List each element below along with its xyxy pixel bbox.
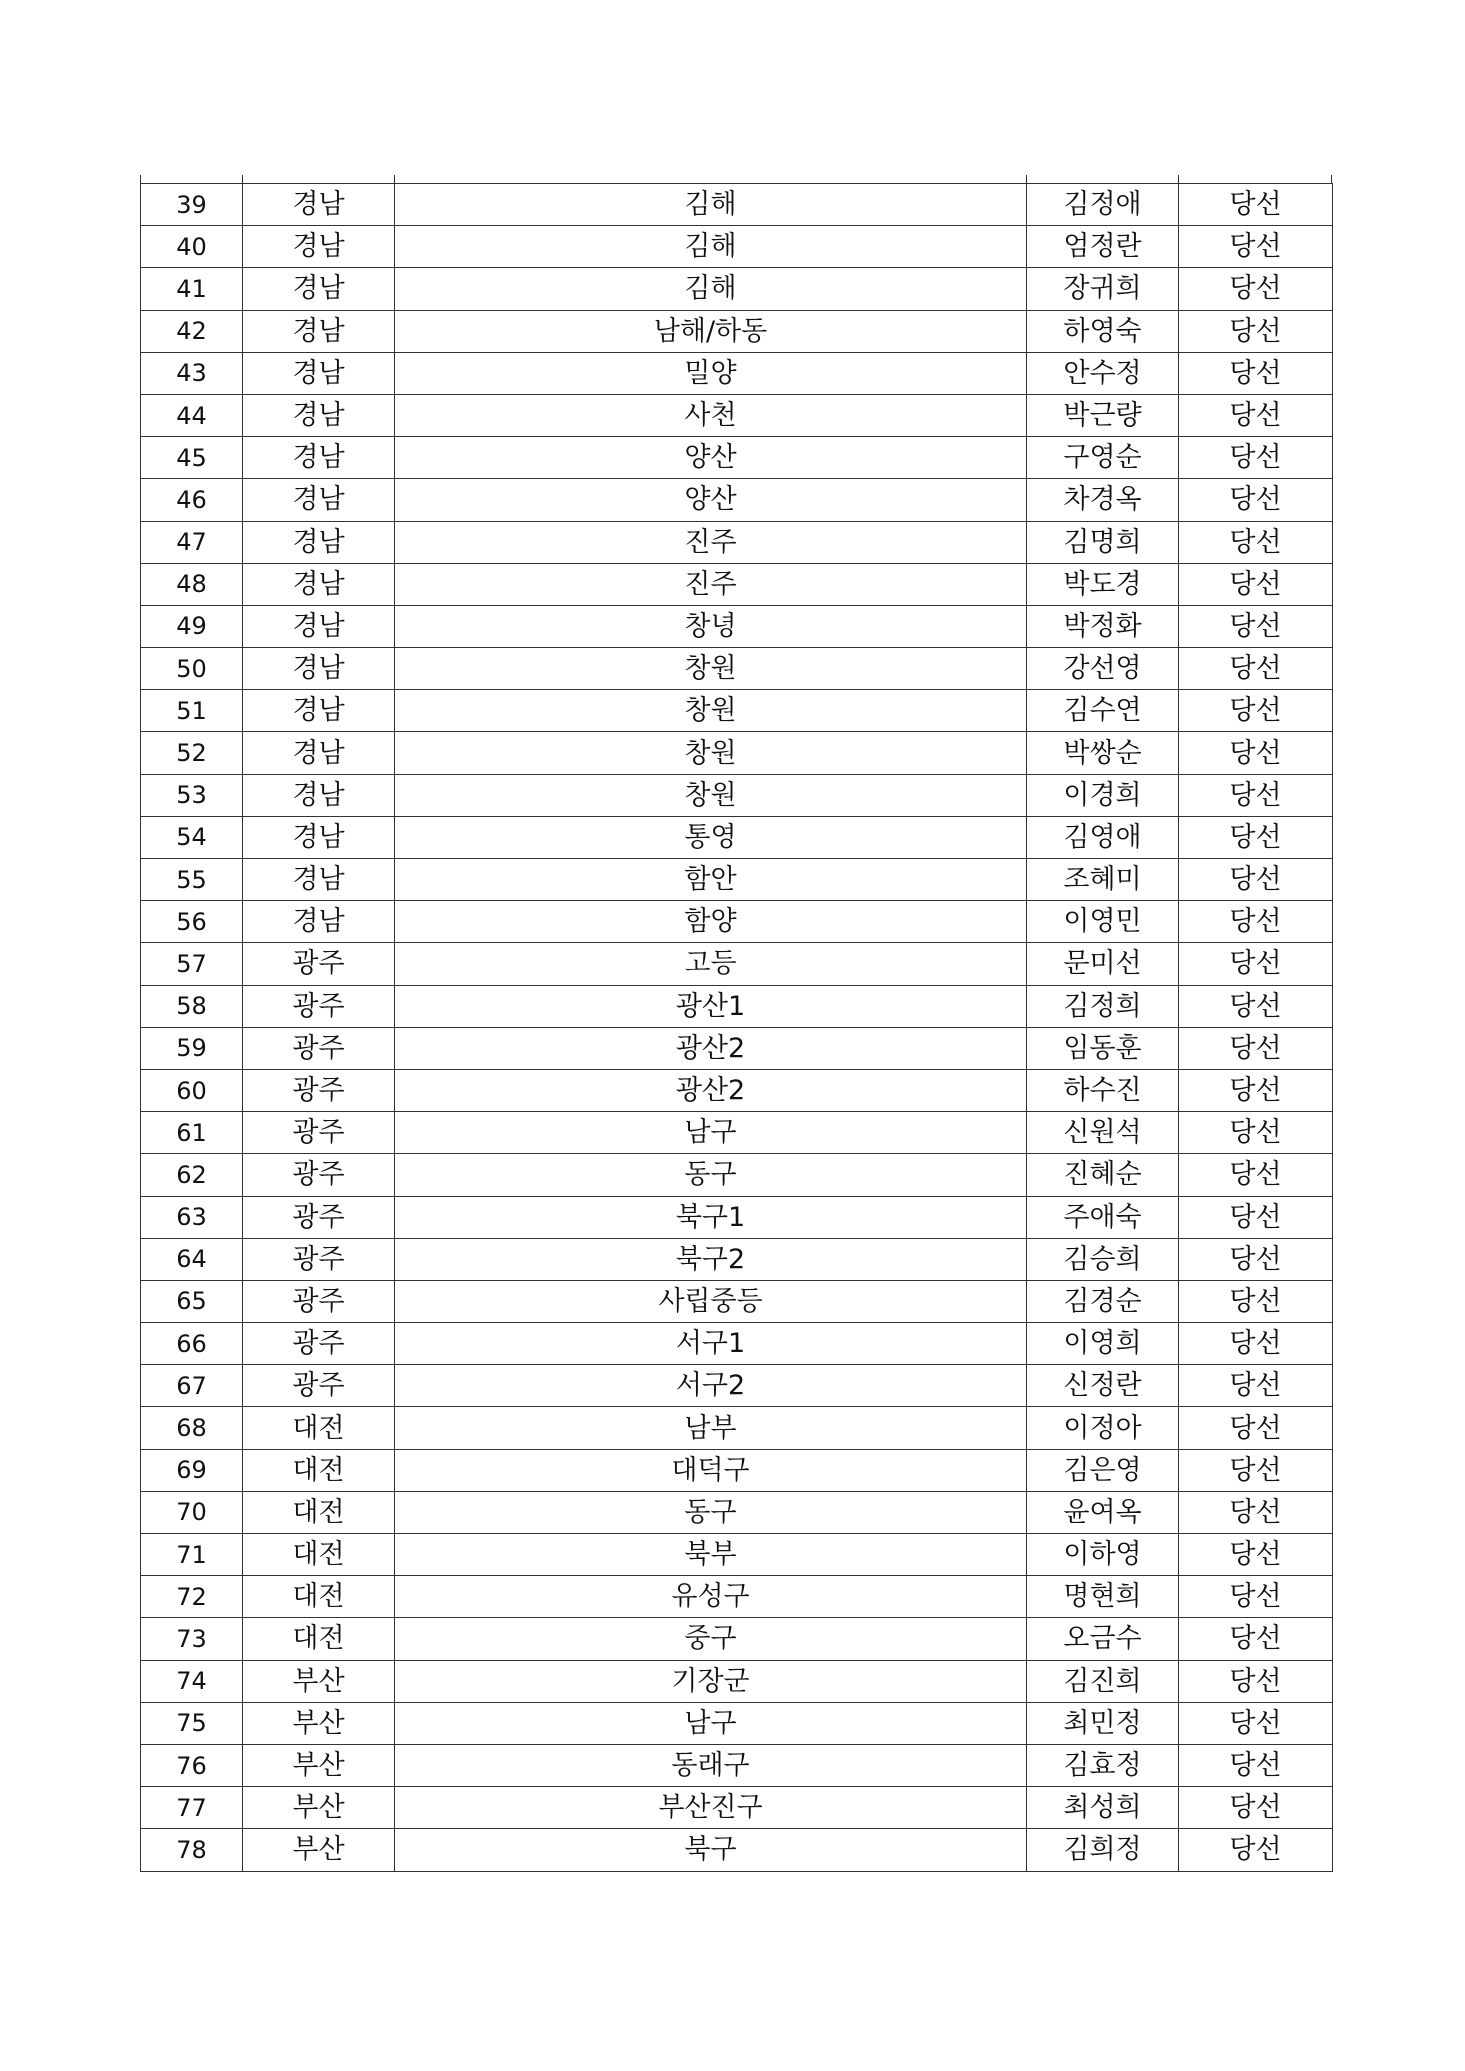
row-number-cell: 60 (141, 1069, 243, 1111)
table-row (141, 1449, 1333, 1491)
result-cell: 당선 (1179, 1238, 1333, 1280)
row-number-cell: 51 (141, 690, 243, 732)
table-row (141, 1660, 1333, 1702)
district-cell: 남해/하동 (395, 310, 1027, 352)
table-row (141, 1280, 1333, 1322)
result-cell: 당선 (1179, 352, 1333, 394)
region-cell: 광주 (243, 1154, 395, 1196)
region-cell: 경남 (243, 648, 395, 690)
district-cell: 양산 (395, 479, 1027, 521)
district-cell: 남부 (395, 1407, 1027, 1449)
result-cell: 당선 (1179, 901, 1333, 943)
district-cell: 북구1 (395, 1196, 1027, 1238)
region-cell: 경남 (243, 310, 395, 352)
table-row (141, 1534, 1333, 1576)
district-cell: 대덕구 (395, 1449, 1027, 1491)
region-cell: 경남 (243, 816, 395, 858)
candidate-name-cell: 김영애 (1027, 816, 1179, 858)
result-cell: 당선 (1179, 1112, 1333, 1154)
results-table-body (141, 184, 1333, 1872)
candidate-name-cell: 강선영 (1027, 648, 1179, 690)
district-cell: 북부 (395, 1534, 1027, 1576)
result-cell: 당선 (1179, 1744, 1333, 1786)
result-cell: 당선 (1179, 1449, 1333, 1491)
region-cell: 대전 (243, 1449, 395, 1491)
region-cell: 광주 (243, 1027, 395, 1069)
candidate-name-cell: 김효정 (1027, 1744, 1179, 1786)
candidate-name-cell: 신정란 (1027, 1365, 1179, 1407)
region-cell: 경남 (243, 563, 395, 605)
table-row (141, 605, 1333, 647)
candidate-name-cell: 박도경 (1027, 563, 1179, 605)
candidate-name-cell: 김진희 (1027, 1660, 1179, 1702)
table-row (141, 1323, 1333, 1365)
district-cell: 부산진구 (395, 1787, 1027, 1829)
table-row (141, 774, 1333, 816)
table-row (141, 1744, 1333, 1786)
region-cell: 경남 (243, 394, 395, 436)
region-cell: 경남 (243, 605, 395, 647)
row-number-cell: 49 (141, 605, 243, 647)
result-cell: 당선 (1179, 479, 1333, 521)
row-number-cell: 71 (141, 1534, 243, 1576)
candidate-name-cell: 엄정란 (1027, 226, 1179, 268)
district-cell: 창원 (395, 648, 1027, 690)
candidate-name-cell: 윤여옥 (1027, 1491, 1179, 1533)
table-row (141, 268, 1333, 310)
candidate-name-cell: 이경희 (1027, 774, 1179, 816)
row-number-cell: 44 (141, 394, 243, 436)
region-cell: 대전 (243, 1618, 395, 1660)
district-cell: 창원 (395, 774, 1027, 816)
row-number-cell: 61 (141, 1112, 243, 1154)
candidate-name-cell: 박쌍순 (1027, 732, 1179, 774)
result-cell: 당선 (1179, 1196, 1333, 1238)
candidate-name-cell: 김명희 (1027, 521, 1179, 563)
row-number-cell: 53 (141, 774, 243, 816)
table-row (141, 1702, 1333, 1744)
candidate-name-cell: 이하영 (1027, 1534, 1179, 1576)
region-cell: 경남 (243, 437, 395, 479)
table-row (141, 521, 1333, 563)
table-row (141, 1829, 1333, 1871)
district-cell: 중구 (395, 1618, 1027, 1660)
district-cell: 김해 (395, 226, 1027, 268)
result-cell: 당선 (1179, 1365, 1333, 1407)
district-cell: 북구2 (395, 1238, 1027, 1280)
table-row (141, 943, 1333, 985)
result-cell: 당선 (1179, 1027, 1333, 1069)
result-cell: 당선 (1179, 1829, 1333, 1871)
district-cell: 진주 (395, 521, 1027, 563)
table-row (141, 184, 1333, 226)
region-cell: 광주 (243, 985, 395, 1027)
region-cell: 경남 (243, 521, 395, 563)
row-number-cell: 72 (141, 1576, 243, 1618)
table-row (141, 1787, 1333, 1829)
table-row (141, 479, 1333, 521)
result-cell: 당선 (1179, 648, 1333, 690)
row-number-cell: 74 (141, 1660, 243, 1702)
region-cell: 경남 (243, 732, 395, 774)
district-cell: 서구2 (395, 1365, 1027, 1407)
row-number-cell: 41 (141, 268, 243, 310)
table-row (141, 1491, 1333, 1533)
result-cell: 당선 (1179, 310, 1333, 352)
candidate-name-cell: 문미선 (1027, 943, 1179, 985)
region-cell: 경남 (243, 690, 395, 732)
region-cell: 광주 (243, 1069, 395, 1111)
region-cell: 경남 (243, 226, 395, 268)
candidate-name-cell: 박근량 (1027, 394, 1179, 436)
district-cell: 북구 (395, 1829, 1027, 1871)
result-cell: 당선 (1179, 1618, 1333, 1660)
district-cell: 함양 (395, 901, 1027, 943)
region-cell: 경남 (243, 479, 395, 521)
row-number-cell: 47 (141, 521, 243, 563)
result-cell: 당선 (1179, 1280, 1333, 1322)
district-cell: 창원 (395, 732, 1027, 774)
result-cell: 당선 (1179, 1576, 1333, 1618)
result-cell: 당선 (1179, 437, 1333, 479)
table-row (141, 1154, 1333, 1196)
candidate-name-cell: 김수연 (1027, 690, 1179, 732)
district-cell: 사천 (395, 394, 1027, 436)
result-cell: 당선 (1179, 1787, 1333, 1829)
result-cell: 당선 (1179, 226, 1333, 268)
table-row (141, 437, 1333, 479)
table-row (141, 1365, 1333, 1407)
candidate-name-cell: 김승희 (1027, 1238, 1179, 1280)
table-row (141, 310, 1333, 352)
row-number-cell: 52 (141, 732, 243, 774)
candidate-name-cell: 김정희 (1027, 985, 1179, 1027)
region-cell: 부산 (243, 1702, 395, 1744)
row-number-cell: 57 (141, 943, 243, 985)
region-cell: 경남 (243, 859, 395, 901)
candidate-name-cell: 안수정 (1027, 352, 1179, 394)
row-number-cell: 63 (141, 1196, 243, 1238)
row-number-cell: 45 (141, 437, 243, 479)
candidate-name-cell: 주애숙 (1027, 1196, 1179, 1238)
district-cell: 서구1 (395, 1323, 1027, 1365)
row-number-cell: 43 (141, 352, 243, 394)
result-cell: 당선 (1179, 943, 1333, 985)
district-cell: 동래구 (395, 1744, 1027, 1786)
district-cell: 창녕 (395, 605, 1027, 647)
row-number-cell: 46 (141, 479, 243, 521)
candidate-name-cell: 장귀희 (1027, 268, 1179, 310)
table-row (141, 1112, 1333, 1154)
candidate-name-cell: 차경옥 (1027, 479, 1179, 521)
region-cell: 광주 (243, 1365, 395, 1407)
region-cell: 경남 (243, 901, 395, 943)
district-cell: 김해 (395, 184, 1027, 226)
region-cell: 경남 (243, 268, 395, 310)
table-row (141, 901, 1333, 943)
candidate-name-cell: 최민정 (1027, 1702, 1179, 1744)
candidate-name-cell: 하영숙 (1027, 310, 1179, 352)
region-cell: 대전 (243, 1576, 395, 1618)
row-number-cell: 39 (141, 184, 243, 226)
row-number-cell: 59 (141, 1027, 243, 1069)
row-number-cell: 65 (141, 1280, 243, 1322)
row-number-cell: 54 (141, 816, 243, 858)
candidate-name-cell: 구영순 (1027, 437, 1179, 479)
district-cell: 동구 (395, 1154, 1027, 1196)
district-cell: 밀양 (395, 352, 1027, 394)
district-cell: 광산2 (395, 1069, 1027, 1111)
result-cell: 당선 (1179, 1702, 1333, 1744)
candidate-name-cell: 김은영 (1027, 1449, 1179, 1491)
result-cell: 당선 (1179, 690, 1333, 732)
region-cell: 광주 (243, 943, 395, 985)
district-cell: 남구 (395, 1112, 1027, 1154)
row-number-cell: 70 (141, 1491, 243, 1533)
row-number-cell: 42 (141, 310, 243, 352)
region-cell: 대전 (243, 1407, 395, 1449)
region-cell: 경남 (243, 184, 395, 226)
candidate-name-cell: 진혜순 (1027, 1154, 1179, 1196)
candidate-name-cell: 최성희 (1027, 1787, 1179, 1829)
candidate-name-cell: 오금수 (1027, 1618, 1179, 1660)
district-cell: 사립중등 (395, 1280, 1027, 1322)
row-number-cell: 66 (141, 1323, 243, 1365)
region-cell: 부산 (243, 1744, 395, 1786)
row-number-cell: 55 (141, 859, 243, 901)
candidate-name-cell: 하수진 (1027, 1069, 1179, 1111)
district-cell: 남구 (395, 1702, 1027, 1744)
row-number-cell: 67 (141, 1365, 243, 1407)
candidate-name-cell: 조혜미 (1027, 859, 1179, 901)
region-cell: 부산 (243, 1787, 395, 1829)
candidate-name-cell: 박정화 (1027, 605, 1179, 647)
result-cell: 당선 (1179, 1323, 1333, 1365)
table-row (141, 394, 1333, 436)
result-cell: 당선 (1179, 1154, 1333, 1196)
region-cell: 광주 (243, 1196, 395, 1238)
district-cell: 김해 (395, 268, 1027, 310)
region-cell: 경남 (243, 352, 395, 394)
table-row (141, 1407, 1333, 1449)
row-number-cell: 69 (141, 1449, 243, 1491)
region-cell: 부산 (243, 1660, 395, 1702)
region-cell: 광주 (243, 1323, 395, 1365)
row-number-cell: 75 (141, 1702, 243, 1744)
district-cell: 유성구 (395, 1576, 1027, 1618)
result-cell: 당선 (1179, 732, 1333, 774)
candidate-name-cell: 신원석 (1027, 1112, 1179, 1154)
row-number-cell: 78 (141, 1829, 243, 1871)
row-number-cell: 56 (141, 901, 243, 943)
row-number-cell: 48 (141, 563, 243, 605)
result-cell: 당선 (1179, 1491, 1333, 1533)
row-number-cell: 76 (141, 1744, 243, 1786)
results-table (140, 183, 1333, 1872)
district-cell: 창원 (395, 690, 1027, 732)
candidate-name-cell: 이영민 (1027, 901, 1179, 943)
table-row (141, 859, 1333, 901)
result-cell: 당선 (1179, 1534, 1333, 1576)
result-cell: 당선 (1179, 985, 1333, 1027)
district-cell: 함안 (395, 859, 1027, 901)
row-number-cell: 58 (141, 985, 243, 1027)
district-cell: 동구 (395, 1491, 1027, 1533)
table-row (141, 563, 1333, 605)
result-cell: 당선 (1179, 1407, 1333, 1449)
table-row (141, 352, 1333, 394)
district-cell: 광산1 (395, 985, 1027, 1027)
region-cell: 광주 (243, 1280, 395, 1322)
candidate-name-cell: 이영희 (1027, 1323, 1179, 1365)
row-number-cell: 73 (141, 1618, 243, 1660)
district-cell: 광산2 (395, 1027, 1027, 1069)
region-cell: 대전 (243, 1491, 395, 1533)
candidate-name-cell: 김경순 (1027, 1280, 1179, 1322)
candidate-name-cell: 명현희 (1027, 1576, 1179, 1618)
region-cell: 대전 (243, 1534, 395, 1576)
result-cell: 당선 (1179, 268, 1333, 310)
table-row (141, 226, 1333, 268)
district-cell: 양산 (395, 437, 1027, 479)
table-row (141, 1027, 1333, 1069)
result-cell: 당선 (1179, 1660, 1333, 1702)
district-cell: 기장군 (395, 1660, 1027, 1702)
district-cell: 고등 (395, 943, 1027, 985)
candidate-name-cell: 임동훈 (1027, 1027, 1179, 1069)
table-row (141, 648, 1333, 690)
table-row (141, 1069, 1333, 1111)
row-number-cell: 77 (141, 1787, 243, 1829)
table-row (141, 1196, 1333, 1238)
table-row (141, 1576, 1333, 1618)
table-row (141, 1618, 1333, 1660)
row-number-cell: 64 (141, 1238, 243, 1280)
candidate-name-cell: 김희정 (1027, 1829, 1179, 1871)
result-cell: 당선 (1179, 563, 1333, 605)
row-number-cell: 62 (141, 1154, 243, 1196)
table-row (141, 1238, 1333, 1280)
table-row (141, 732, 1333, 774)
result-cell: 당선 (1179, 184, 1333, 226)
region-cell: 광주 (243, 1112, 395, 1154)
row-number-cell: 68 (141, 1407, 243, 1449)
region-cell: 경남 (243, 774, 395, 816)
row-number-cell: 40 (141, 226, 243, 268)
result-cell: 당선 (1179, 1069, 1333, 1111)
district-cell: 진주 (395, 563, 1027, 605)
table-row (141, 816, 1333, 858)
result-cell: 당선 (1179, 859, 1333, 901)
result-cell: 당선 (1179, 521, 1333, 563)
table-row (141, 985, 1333, 1027)
table-row (141, 690, 1333, 732)
table-top-stub-lines (140, 175, 1332, 183)
result-cell: 당선 (1179, 774, 1333, 816)
result-cell: 당선 (1179, 816, 1333, 858)
result-cell: 당선 (1179, 605, 1333, 647)
region-cell: 부산 (243, 1829, 395, 1871)
candidate-name-cell: 이정아 (1027, 1407, 1179, 1449)
result-cell: 당선 (1179, 394, 1333, 436)
region-cell: 광주 (243, 1238, 395, 1280)
candidate-name-cell: 김정애 (1027, 184, 1179, 226)
row-number-cell: 50 (141, 648, 243, 690)
district-cell: 통영 (395, 816, 1027, 858)
